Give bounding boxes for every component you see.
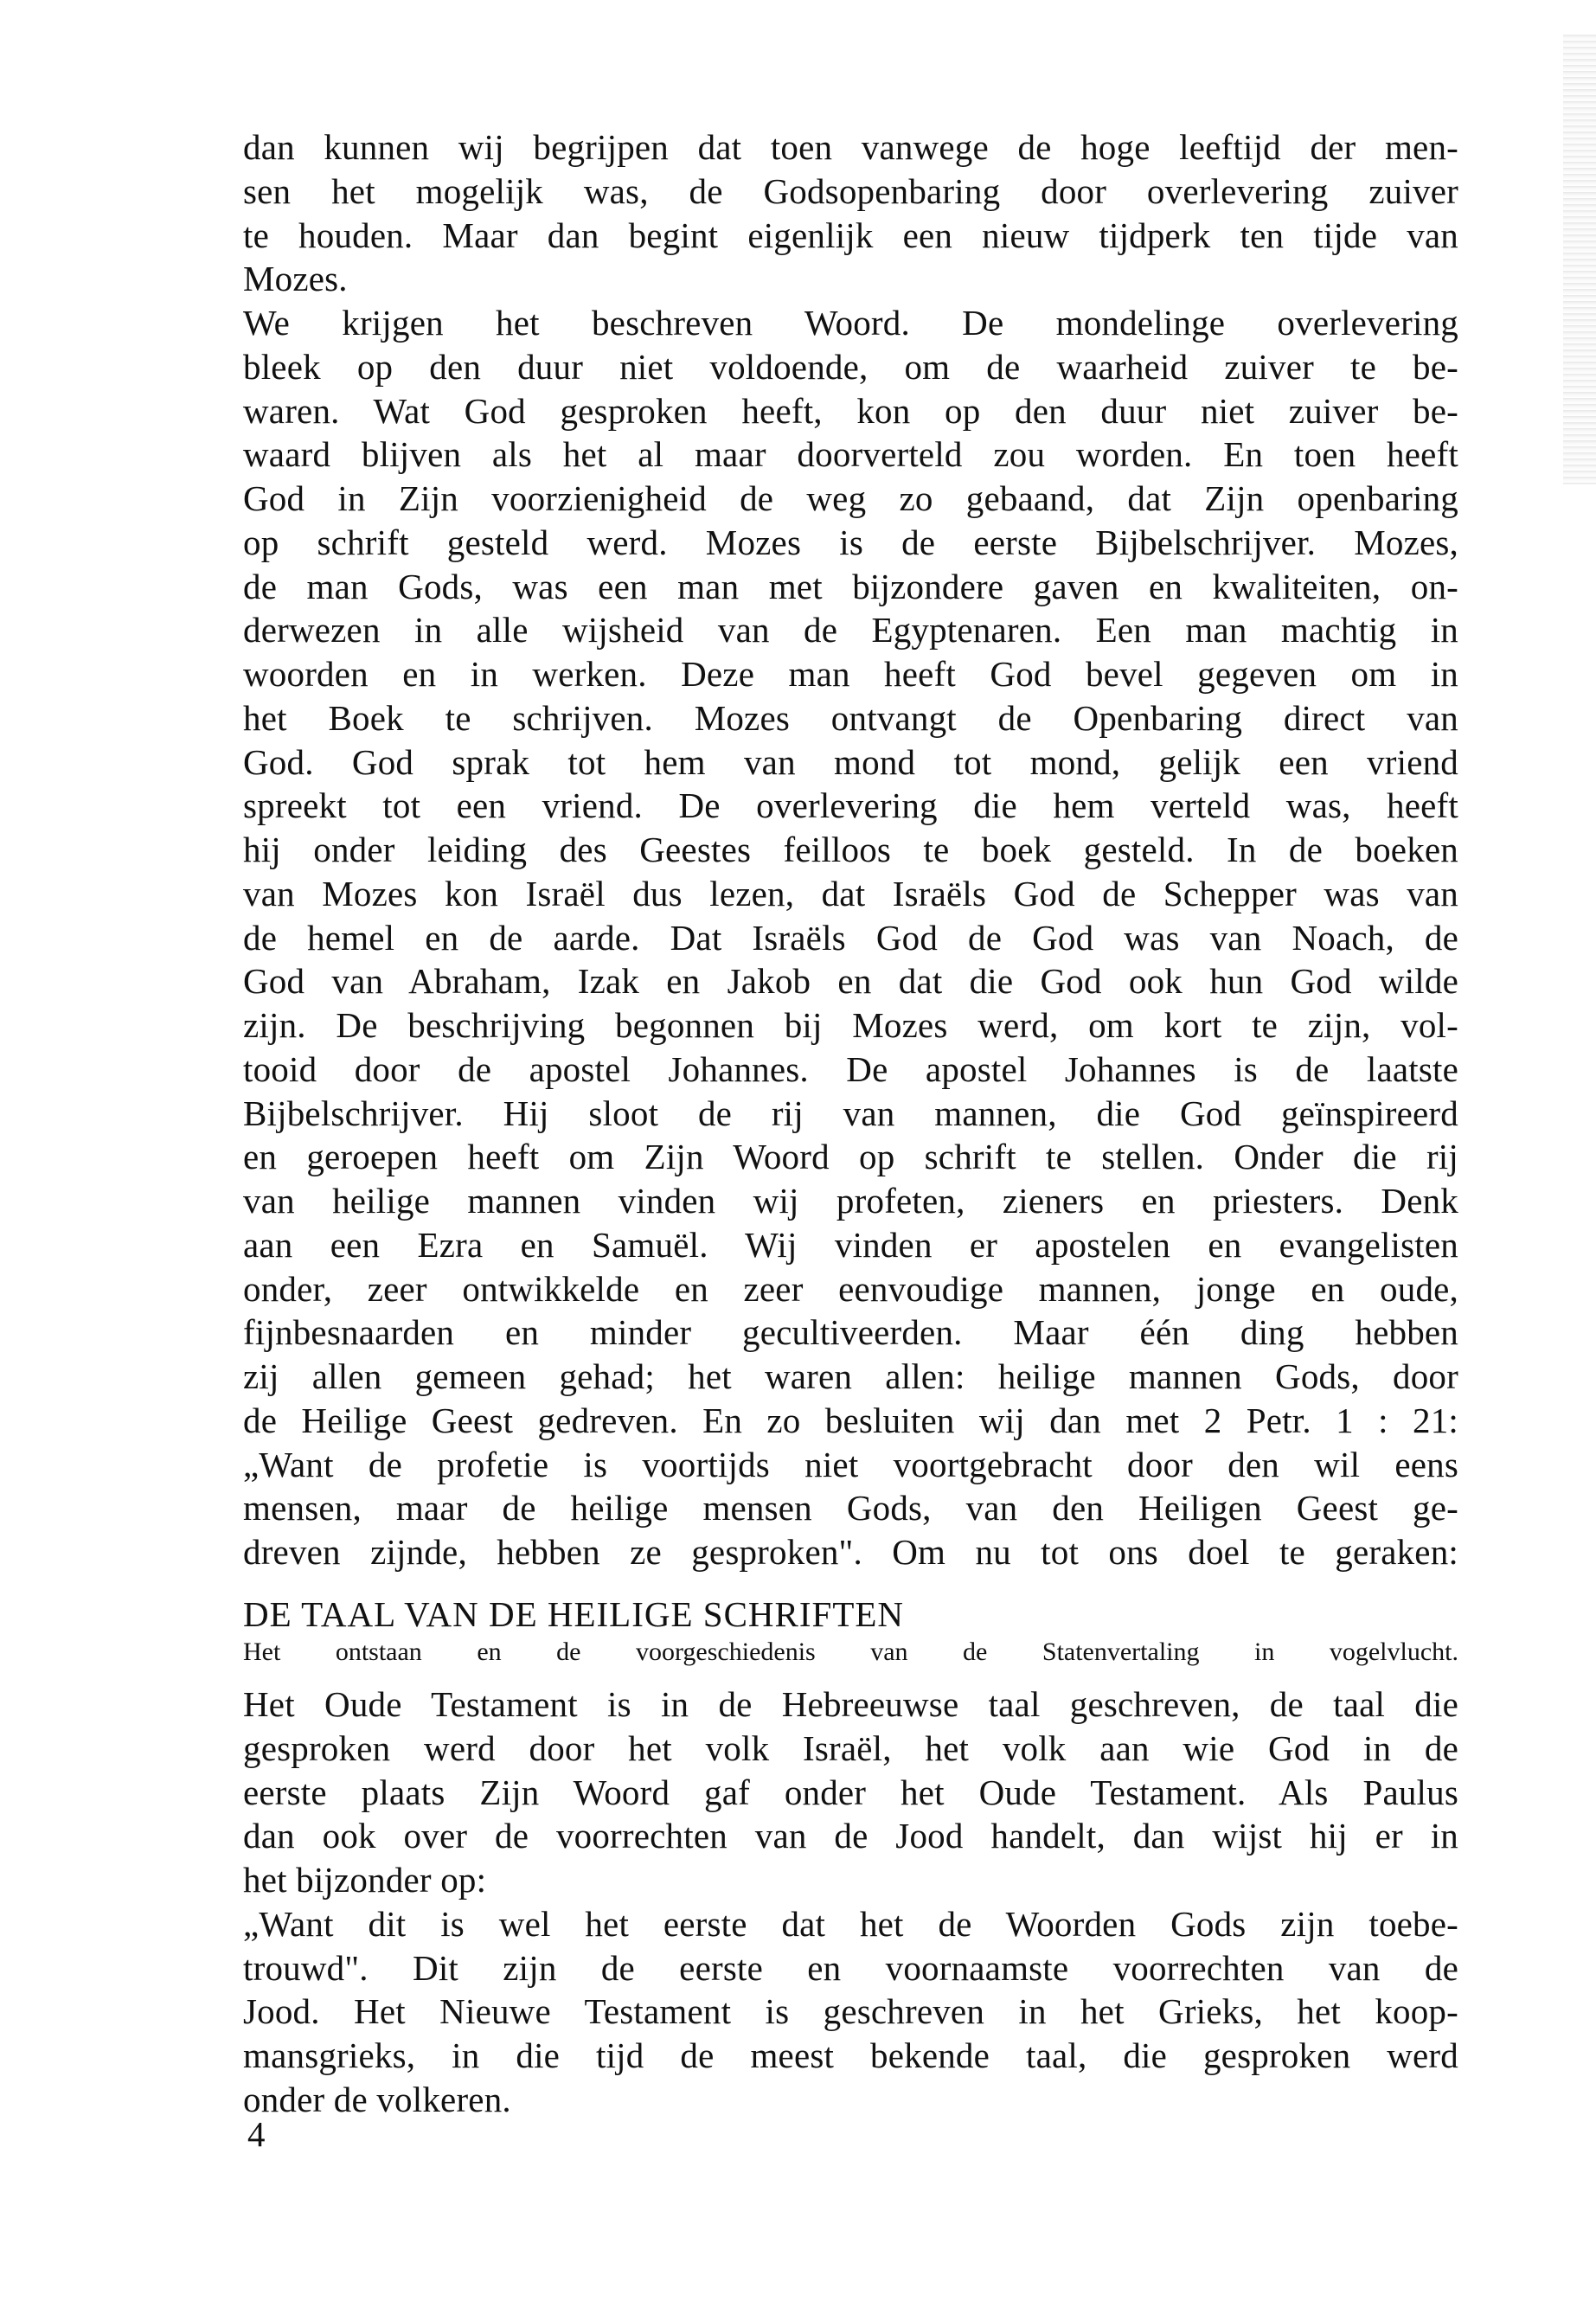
text-line: Bijbelschrijver. Hij sloot de rij van mannen, die God geïnspireerd: [243, 1093, 1458, 1133]
text-line: te houden. Maar dan begint eigenlijk een nieuw tijdperk ten tijde van: [243, 215, 1458, 255]
section-subheading: Het ontstaan en de voorgeschiedenis van de Statenvertaling in vogelvlucht.: [243, 1638, 1458, 1666]
text-line: aan een Ezra en Samuël. Wij vinden er apostelen en evangelisten: [243, 1224, 1458, 1265]
text-line: spreekt tot een vriend. De overlevering die hem verteld was, heeft: [243, 785, 1458, 826]
text-line: dan ook over de voorrechten van de Jood handelt, dan wijst hij er in: [243, 1816, 1458, 1856]
text-line: trouwd". Dit zijn de eerste en voornaamste voorrechten van de: [243, 1947, 1458, 1988]
text-line: tooid door de apostel Johannes. De apostel Johannes is de laatste: [243, 1048, 1458, 1089]
text-line: woorden en in werken. Deze man heeft God bevel gegeven om in: [243, 654, 1458, 694]
text-line: waard blijven als het al maar doorverteld zou worden. En toen heeft: [243, 434, 1458, 475]
text-line: mansgrieks, in die tijd de meest bekende taal, die gesproken werd: [243, 2035, 1458, 2075]
text-line: bleek op den duur niet voldoende, om de waarheid zuiver te be-: [243, 346, 1458, 387]
text-line: zijn. De beschrijving begonnen bij Mozes werd, om kort te zijn, vol-: [243, 1005, 1458, 1045]
text-line: eerste plaats Zijn Woord gaf onder het Oude Testament. Als Paulus: [243, 1772, 1458, 1812]
section-heading: DE TAAL VAN DE HEILIGE SCHRIFTEN: [243, 1594, 905, 1634]
text-line: de man Gods, was een man met bijzondere gaven en kwaliteiten, on-: [243, 566, 1458, 606]
text-line: sen het mogelijk was, de Godsopenbaring door overlevering zuiver: [243, 170, 1458, 211]
text-line: „Want dit is wel het eerste dat het de Woorden Gods zijn toebe-: [243, 1903, 1458, 1944]
text-line: en geroepen heeft om Zijn Woord op schrift te stellen. Onder die rij: [243, 1137, 1458, 1177]
text-line: het Boek te schrijven. Mozes ontvangt de Openbaring direct van: [243, 697, 1458, 738]
text-line: dreven zijnde, hebben ze gesproken". Om nu tot ons doel te geraken:: [243, 1532, 1458, 1572]
text-line: de hemel en de aarde. Dat Israëls God de God was van Noach, de: [243, 917, 1458, 958]
text-line: fijnbesnaarden en minder gecultiveerden. Maar één ding hebben: [243, 1312, 1458, 1353]
text-line: het bijzonder op:: [243, 1860, 487, 1900]
text-line: zij allen gemeen gehad; het waren allen: heilige mannen Gods, door: [243, 1356, 1458, 1396]
text-line: dan kunnen wij begrijpen dat toen vanwege de hoge leeftijd der men-: [243, 127, 1458, 167]
text-line: Het Oude Testament is in de Hebreeuwse taal geschreven, de taal die: [243, 1684, 1458, 1724]
text-line: We krijgen het beschreven Woord. De mondelinge overlevering: [243, 303, 1458, 343]
body-text-bottom: [243, 1682, 1458, 2122]
text-line: mensen, maar de heilige mensen Gods, van den Heiligen Geest ge-: [243, 1488, 1458, 1529]
text-line: Mozes.: [243, 259, 348, 299]
text-line: onder, zeer ontwikkelde en zeer eenvoudige mannen, jonge en oude,: [243, 1268, 1458, 1309]
text-line: van Mozes kon Israël dus lezen, dat Israëls God de Schepper was van: [243, 873, 1458, 913]
text-line: gesproken werd door het volk Israël, het volk aan wie God in de: [243, 1727, 1458, 1768]
text-line: derwezen in alle wijsheid van de Egyptenaren. Een man machtig in: [243, 610, 1458, 651]
text-line: onder de volkeren.: [243, 2079, 511, 2119]
text-line: Jood. Het Nieuwe Testament is geschreven in het Grieks, het koop-: [243, 1991, 1458, 2032]
text-line: God van Abraham, Izak en Jakob en dat die God ook hun God wilde: [243, 961, 1458, 1002]
text-line: „Want de profetie is voortijds niet voortgebracht door den wil eens: [243, 1444, 1458, 1484]
scan-edge-shadow: [1563, 35, 1596, 484]
body-text-top: [243, 125, 1458, 1574]
text-line: waren. Wat God gesproken heeft, kon op den duur niet zuiver be-: [243, 390, 1458, 431]
text-line: hij onder leiding des Geestes feilloos te boek gesteld. In de boeken: [243, 830, 1458, 869]
text-line: de Heilige Geest gedreven. En zo besluiten wij dan met 2 Petr. 1 : 21:: [243, 1400, 1458, 1440]
text-line: God. God sprak tot hem van mond tot mond, gelijk een vriend: [243, 741, 1458, 782]
text-line: van heilige mannen vinden wij profeten, zieners en priesters. Denk: [243, 1181, 1458, 1221]
text-line: God in Zijn voorzienigheid de weg zo gebaand, dat Zijn openbaring: [243, 478, 1458, 518]
page-number: 4: [247, 2114, 266, 2154]
text-line: op schrift gesteld werd. Mozes is de eerste Bijbelschrijver. Mozes,: [243, 522, 1458, 562]
